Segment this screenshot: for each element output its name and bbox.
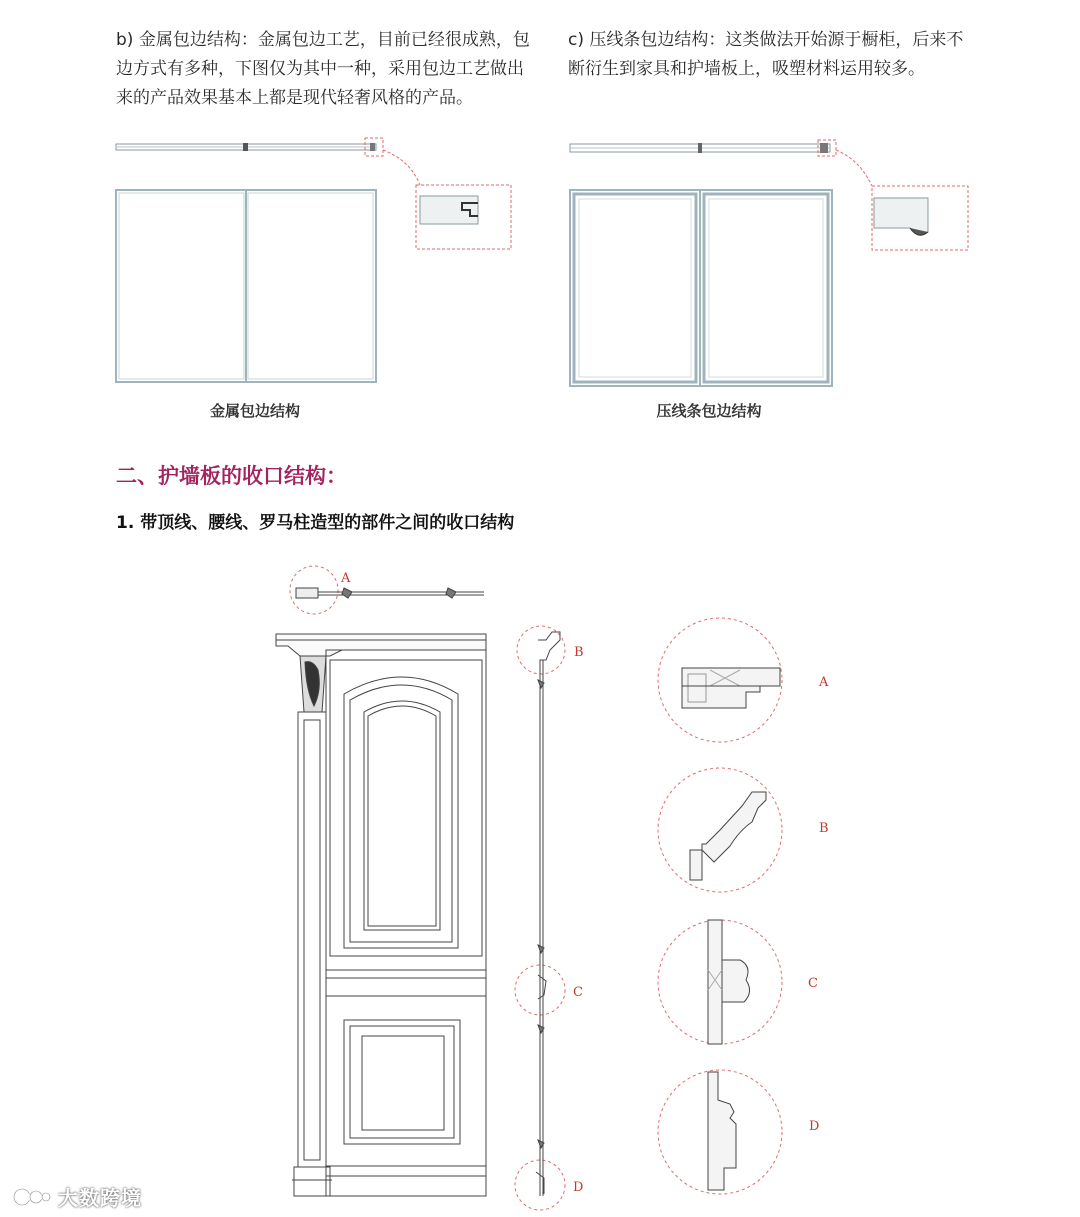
detail-label-d: D [809, 1119, 820, 1134]
watermark-text: 大数跨境 [58, 1186, 142, 1210]
detail-label-a-top: A [341, 571, 351, 586]
detail-label-d-side: D [573, 1180, 584, 1195]
detail-label-a: A [819, 675, 829, 690]
detail-label-c-side: C [573, 985, 583, 1000]
press-line-edging-figure [570, 140, 968, 386]
watermark-logo-icon [12, 1186, 52, 1208]
watermark [12, 1182, 142, 1211]
detail-c-circle [658, 920, 782, 1044]
detail-a-circle [658, 618, 782, 742]
wainscot-elevation-drawing [276, 566, 486, 1196]
paragraph-metal-edging: b) 金属包边结构：金属包边工艺，目前已经很成熟，包边方式有多种，下图仅为其中一种，采用包边工艺做出来的产品效果基本上都是现代轻奢风格的产品。 [116, 30, 530, 108]
side-section-drawing [515, 626, 565, 1210]
paragraph-press-line-edging: c) 压线条包边结构：这类做法开始源于橱柜，后来不断衍生到家具和护墙板上，吸塑材料运用较多。 [568, 30, 964, 79]
detail-label-b-side: B [574, 645, 584, 660]
caption-metal-edging: 金属包边结构 [209, 402, 300, 420]
sub-heading: 1. 带顶线、腰线、罗马柱造型的部件之间的收口结构 [116, 513, 515, 533]
detail-d-circle [658, 1070, 782, 1194]
detail-label-b: B [819, 821, 829, 836]
caption-press-line-edging: 压线条包边结构 [656, 402, 762, 420]
section-heading: 二、护墙板的收口结构： [116, 464, 347, 488]
detail-b-circle [658, 768, 782, 892]
detail-label-c: C [808, 976, 818, 991]
metal-edging-figure [116, 138, 511, 382]
